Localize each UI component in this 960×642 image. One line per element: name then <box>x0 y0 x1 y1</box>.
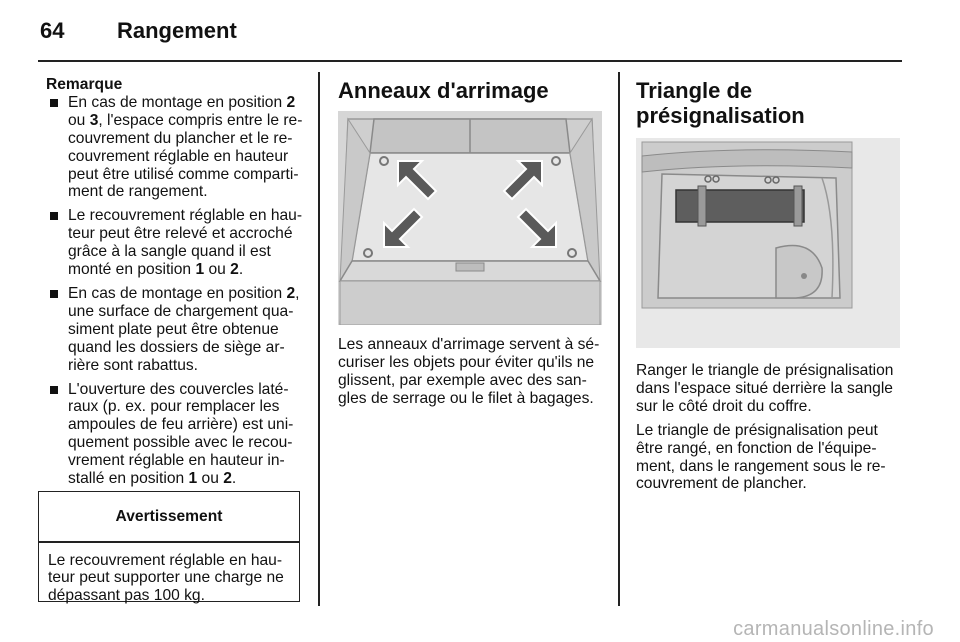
warning-box <box>38 491 300 605</box>
heading-line: Triangle de <box>636 78 753 103</box>
text-line: quement possible avec le recou- <box>68 434 293 452</box>
column-divider-right <box>618 72 620 606</box>
text-line: siment plate peut être obtenue <box>68 320 279 338</box>
text-line: dépassant pas 100 kg. <box>48 587 205 605</box>
page-title: Rangement <box>117 18 237 43</box>
text-line: teur peut supporter une charge ne <box>48 569 284 587</box>
warning-triangle-description <box>636 362 904 493</box>
text-line: En cas de montage en position 2, <box>68 284 300 302</box>
right-column <box>636 78 904 128</box>
text-line: une surface de chargement qua- <box>68 302 294 320</box>
text-line: grâce à la sangle quand il est <box>68 243 271 261</box>
text-line: Le recouvrement réglable en hau- <box>68 207 303 225</box>
text-line: L'ouverture des couvercles laté- <box>68 380 289 398</box>
tie-down-description <box>338 336 610 408</box>
watermark: carmanualsonline.info <box>733 618 934 640</box>
cargo-tie-down-illustration <box>338 111 602 325</box>
column-divider-left <box>318 72 320 606</box>
text-line: Le triangle de présignalisation peut <box>636 421 878 439</box>
note-label: Remarque <box>46 76 123 93</box>
list-item <box>46 207 308 279</box>
section-heading-warning-triangle <box>636 78 904 128</box>
list-item <box>46 94 308 201</box>
text-line: couvrement de plancher. <box>636 475 807 493</box>
text-line: dans l'espace situé derrière la sangle <box>636 379 893 397</box>
text-line: stallé en position 1 ou 2. <box>68 470 237 488</box>
square-bullet-icon <box>50 290 58 298</box>
text-line: vrement réglable en hauteur in- <box>68 452 285 470</box>
text-line: Ranger le triangle de présignalisation <box>636 362 894 379</box>
text-line: Les anneaux d'arrimage servent à sé- <box>338 336 600 353</box>
section-heading-tie-down: Anneaux d'arrimage <box>338 78 549 103</box>
left-column <box>46 76 308 494</box>
text-line: Le recouvrement réglable en hau- <box>48 551 283 569</box>
text-line: ou 3, l'espace compris entre le re- <box>68 111 303 129</box>
text-line: monté en position 1 ou 2. <box>68 261 244 279</box>
text-line: glissent, par exemple avec des san- <box>338 371 587 389</box>
warning-triangle-storage-illustration <box>636 138 900 348</box>
text-line: ment de rangement. <box>68 183 208 201</box>
text-line: En cas de montage en position 2 <box>68 93 296 111</box>
note-bullet-list <box>46 94 308 488</box>
header-rule <box>38 60 902 62</box>
text-line: teur peut être relevé et accroché <box>68 225 293 243</box>
text-line: rière sont rabattus. <box>68 356 199 374</box>
square-bullet-icon <box>50 212 58 220</box>
text-line: peut être utilisé comme comparti- <box>68 165 299 183</box>
text-line: couvrement réglable en hauteur <box>68 147 289 165</box>
text-line: ment, dans le rangement sous le re- <box>636 457 886 475</box>
warning-text <box>39 543 299 606</box>
square-bullet-icon <box>50 386 58 394</box>
text-line: sur le côté droit du coffre. <box>636 397 812 415</box>
warning-title: Avertissement <box>115 508 223 525</box>
text-line: curiser les objets pour éviter qu'ils ne <box>338 353 595 371</box>
text-line: couvrement du plancher et le re- <box>68 129 293 147</box>
text-line: être rangé, en fonction de l'équipe- <box>636 439 877 457</box>
text-line: gles de serrage ou le filet à bagages. <box>338 389 594 407</box>
page-number: 64 <box>40 18 65 43</box>
text-line: raux (p. ex. pour remplacer les <box>68 398 280 416</box>
square-bullet-icon <box>50 99 58 107</box>
text-line: ampoules de feu arrière) est uni- <box>68 416 294 434</box>
text-line: quand les dossiers de siège ar- <box>68 338 285 356</box>
middle-column <box>338 78 610 103</box>
heading-line: présignalisation <box>636 103 805 128</box>
list-item <box>46 285 308 375</box>
list-item <box>46 381 308 488</box>
